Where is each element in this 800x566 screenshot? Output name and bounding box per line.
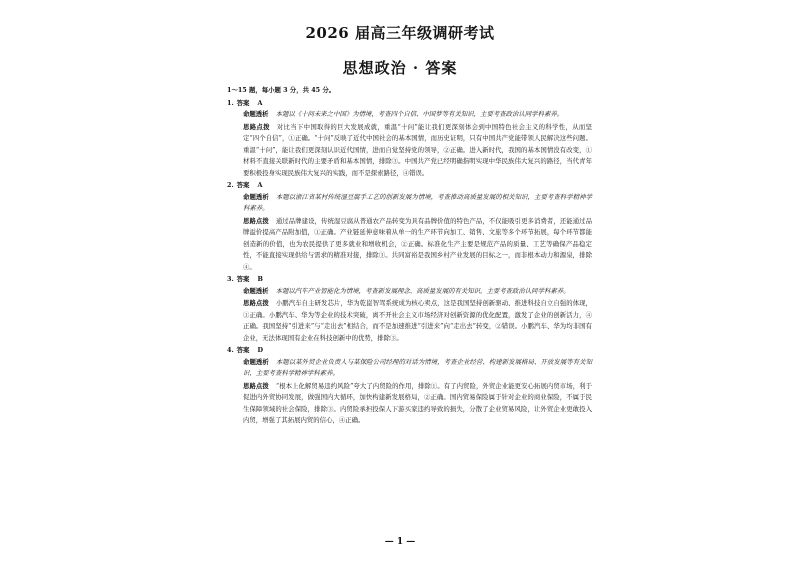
mingti-label: 命题透析 — [243, 286, 269, 295]
page-number: — 1 — — [384, 537, 416, 547]
mingti-text: 本题以《十问未来之中国》为情境，考查四个自信、中国梦等有关知识，主要考查政治认同学科素养。 — [275, 110, 564, 118]
sikao-text: 小鹏汽车自主研发芯片，华为乾崑智驾系统成为核心卖点，这是我国坚持创新驱动、推进科技自立自强的体现，①正确。小鹏汽车、华为等企业的技术突破，离不开社会主义市场经济对创新资源的优化配置，激发了企业的创新活力，④正确。我国坚持“引进来”与“走出去”相结合，而不是加速推进“引进来”向“走出去”转变，②错误。小鹏汽车、华为均非国有企业，无法体现国有企业在科技创新中的优势，排除③。 — [243, 299, 593, 342]
mingti-text: 本题以某外贸企业负责人与某保险公司经理的对话为情境，考查企业经营、构建新发展格局、开放发展等有关知识，主要考查科学精神学科素养。 — [243, 357, 593, 377]
answer-value: D — [257, 346, 263, 354]
question-1 — [227, 98, 592, 180]
exam-title: 2026 届高三年级调研考试 — [305, 24, 495, 42]
answer-line — [227, 274, 592, 286]
mingti-text: 本题以汽车产业智能化为情境，考查新发展理念、高质量发展的有关知识，主要考查政治认同学科素养。 — [275, 286, 570, 295]
sikao-text: “根本上化解贸易违约风险”夸大了内贸险的作用，排除①。有了内贸险，外贸企业能更安心拓展内贸市场，利于促进内外贸协同发展，做强国内大循环，加快构建新发展格局，②正确。国内贸易保险属于针对企业的商业保险，不属于民生保障领域的社会保险，排除③。内贸险承担投保人下游买家违约导致的损失，分散了企业贸易风险，让外贸企业更敢投入内贸，增强了其拓展内贸的信心，④正确。 — [243, 381, 592, 424]
sikao-label: 思路点拨 — [243, 216, 269, 225]
answer-label: 答案 — [236, 275, 250, 283]
mingti-row — [227, 192, 592, 215]
answer-label: 答案 — [236, 346, 250, 354]
mingti-label: 命题透析 — [243, 192, 269, 201]
answer-line — [227, 180, 592, 192]
answer-line — [227, 345, 592, 357]
question-2 — [227, 180, 592, 273]
sikao-row — [227, 298, 592, 344]
question-number: 3. — [227, 275, 234, 283]
mingti-row — [227, 286, 592, 298]
question-number: 1. — [227, 98, 234, 107]
sikao-label: 思路点拨 — [243, 381, 269, 390]
sikao-row — [227, 216, 592, 274]
answer-value: A — [257, 181, 263, 189]
sikao-label: 思路点拨 — [243, 299, 269, 307]
mingti-row — [227, 357, 592, 380]
mingti-label: 命题透析 — [243, 357, 269, 366]
subject-title: 思想政治 · 答案 — [342, 59, 458, 77]
sikao-text: 对比当下中国取得的巨大发展成就，重温“十问”能让我们更深刻体会到中国特色社会主义的科学性，从而坚定“四个自信”，①正确。“十问”反映了近代中国社会的基本国情，而历史证明，只有中国共产党能带领人民解决这些问题。重温“十问”，能让我们更深刻认识近代国情，进而自觉坚持党的领导，②正确。进入新时代，我国的基本国情没有改变，①材料不直接关联新时代的主要矛盾和基本国情，排除③。中国共产党已经明确指明实现中华民族伟大复兴的路径，当代青年要积极投身实现民族伟大复兴的实践，而不是探索路径，④错误。 — [243, 122, 592, 177]
answer-label: 答案 — [236, 181, 250, 189]
answer-value: A — [257, 98, 263, 107]
question-number: 2. — [227, 181, 234, 189]
question-number: 4. — [227, 346, 234, 354]
scoring-intro: 1～15 题，每小题 3 分，共 45 分。 — [227, 86, 336, 94]
question-3 — [227, 274, 592, 344]
sikao-label: 思路点拨 — [243, 122, 270, 131]
answer-label: 答案 — [236, 98, 250, 107]
answer-value: B — [257, 275, 263, 283]
answer-line — [227, 98, 592, 110]
mingti-label: 命题透析 — [243, 110, 269, 118]
mingti-text: 本题以浙江省某村传统湿豆腐手工艺的创新发展为情境，考查推动高质量发展的相关知识，主要考查科学精神学科素养。 — [243, 192, 593, 212]
sikao-row — [227, 381, 592, 427]
answer-content — [227, 85, 592, 428]
question-4 — [227, 345, 592, 427]
sikao-text: 通过品牌建设，传统湿豆腐从普通农产品转变为具有品牌价值的特色产品，不仅能吸引更多消费者，还能通过品牌溢价提高产品附加值，①正确。产业链延伸意味着从单一的生产环节向加工、销售、文旅等多个环节拓展，每个环节都能创造新的价值，也为农民提供了更多就业和增收机会，②正确。标准化生产主要是规范产品的质量、工艺等确保产品稳定性，不能直接实现供给与需求的精准对接，排除③。共同富裕是我国乡村产业发展的目标之一，而非根本动力和源泉，排除④。 — [243, 216, 593, 271]
mingti-row — [227, 109, 592, 121]
sikao-row — [227, 122, 592, 180]
